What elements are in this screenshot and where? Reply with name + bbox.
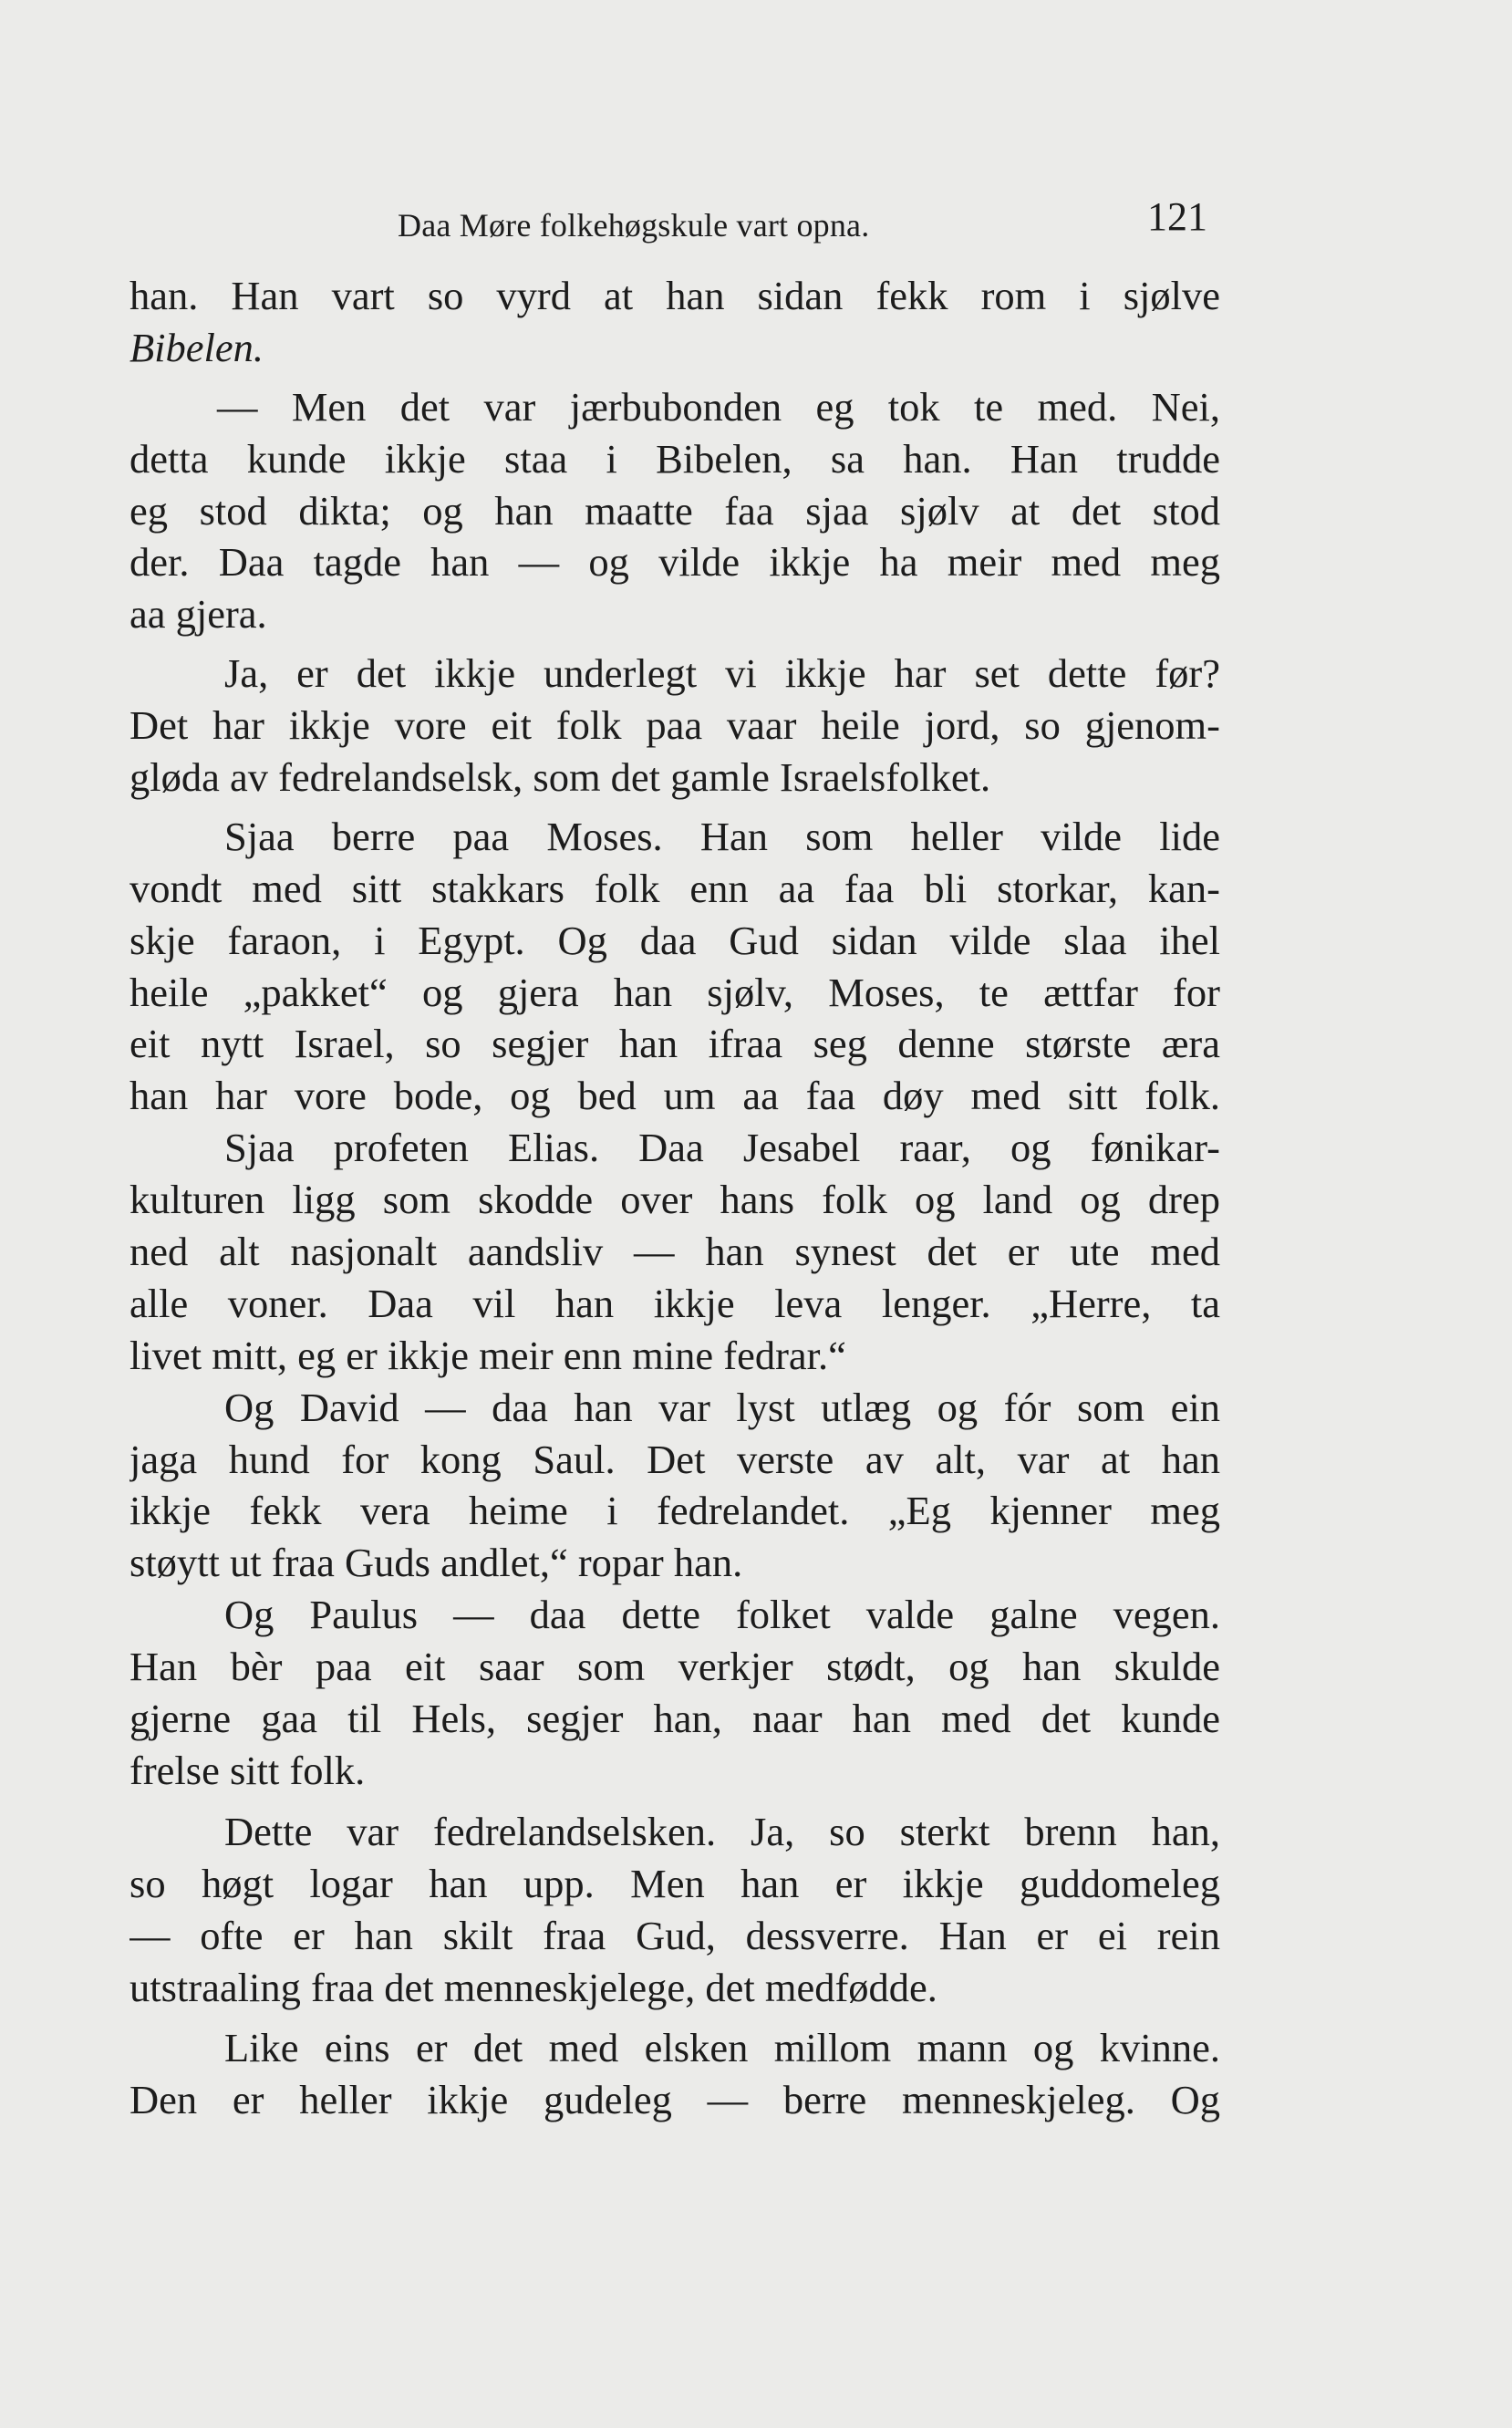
text-line: Og Paulus — daa dette folket valde galne vegen. — [224, 1592, 1220, 1638]
text-line: — ofte er han skilt fraa Gud, dessverre. Han er ei rein — [129, 1912, 1220, 1958]
text-line: Dette var fedrelandselsken. Ja, so sterkt brenn han, — [224, 1808, 1220, 1854]
text-line: eit nytt Israel, so segjer han ifraa seg denne største æra — [129, 1021, 1220, 1067]
text-line: Og David — daa han var lyst utlæg og fór som ein — [224, 1384, 1220, 1430]
text-line: livet mitt, eg er ikkje meir enn mine fedrar.“ — [129, 1332, 846, 1378]
text-line: ikkje fekk vera heime i fedrelandet. „Eg kjenner meg — [129, 1488, 1220, 1534]
text-line: han. Han vart so vyrd at han sidan fekk rom i sjølve — [129, 273, 1220, 318]
text-line: so høgt logar han upp. Men han er ikkje guddomeleg — [129, 1860, 1220, 1906]
page-header — [133, 193, 1222, 244]
page-number: 121 — [1147, 194, 1207, 239]
text-line: Ja, er det ikkje underlegt vi ikkje har set dette før? — [224, 650, 1220, 697]
text-line: frelse sitt folk. — [129, 1747, 366, 1793]
text-line: jaga hund for kong Saul. Det verste av alt, var at han — [129, 1436, 1220, 1482]
running-title: Daa Møre folkehøgskule vart opna. — [398, 207, 870, 244]
text-line: Sjaa profeten Elias. Daa Jesabel raar, og fønikar- — [224, 1125, 1220, 1171]
text-line: Like eins er det med elsken millom mann og kvinne. — [224, 2025, 1220, 2071]
text-line: skje faraon, i Egypt. Og daa Gud sidan vilde slaa ihel — [129, 917, 1220, 963]
text-line: — Men det var jærbubonden eg tok te med. Nei, — [217, 383, 1220, 430]
text-line: Det har ikkje vore eit folk paa vaar heile jord, so gjenom- — [129, 702, 1220, 749]
text-line: Han bèr paa eit saar som verkjer stødt, og han skulde — [129, 1644, 1220, 1690]
text-line: gløda av fedrelandselsk, som det gamle Israelsfolket. — [129, 754, 991, 801]
text-line: Bibelen. — [129, 324, 264, 370]
text-line: kulturen ligg som skodde over hans folk og land og drep — [129, 1177, 1220, 1223]
text-line: alle voner. Daa vil han ikkje leva lenger. „Herre, ta — [129, 1280, 1220, 1326]
text-line: eg stod dikta; og han maatte faa sjaa sjølv at det stod — [129, 487, 1220, 534]
text-line: heile „pakket“ og gjera han sjølv, Moses, te ættfar for — [129, 969, 1220, 1015]
text-line: vondt med sitt stakkars folk enn aa faa bli storkar, kan- — [129, 865, 1220, 911]
text-line: støytt ut fraa Guds andlet,“ ropar han. — [129, 1540, 743, 1586]
text-line: Den er heller ikkje gudeleg — berre menneskjeleg. Og — [129, 2077, 1220, 2123]
body-text — [129, 270, 1220, 2126]
text-line: ned alt nasjonalt aandsliv — han synest det er ute med — [129, 1229, 1220, 1275]
text-line: detta kunde ikkje staa i Bibelen, sa han. Han trudde — [129, 435, 1220, 482]
text-line: han har vore bode, og bed um aa faa døy med sitt folk. — [129, 1073, 1220, 1119]
text-line: der. Daa tagde han — og vilde ikkje ha meir med meg — [129, 539, 1220, 586]
text-line: gjerne gaa til Hels, segjer han, naar han med det kunde — [129, 1696, 1220, 1742]
text-line: aa gjera. — [129, 591, 267, 638]
text-line: utstraaling fraa det menneskjelege, det medfødde. — [129, 1964, 937, 2010]
text-line: Sjaa berre paa Moses. Han som heller vilde lide — [224, 813, 1220, 859]
